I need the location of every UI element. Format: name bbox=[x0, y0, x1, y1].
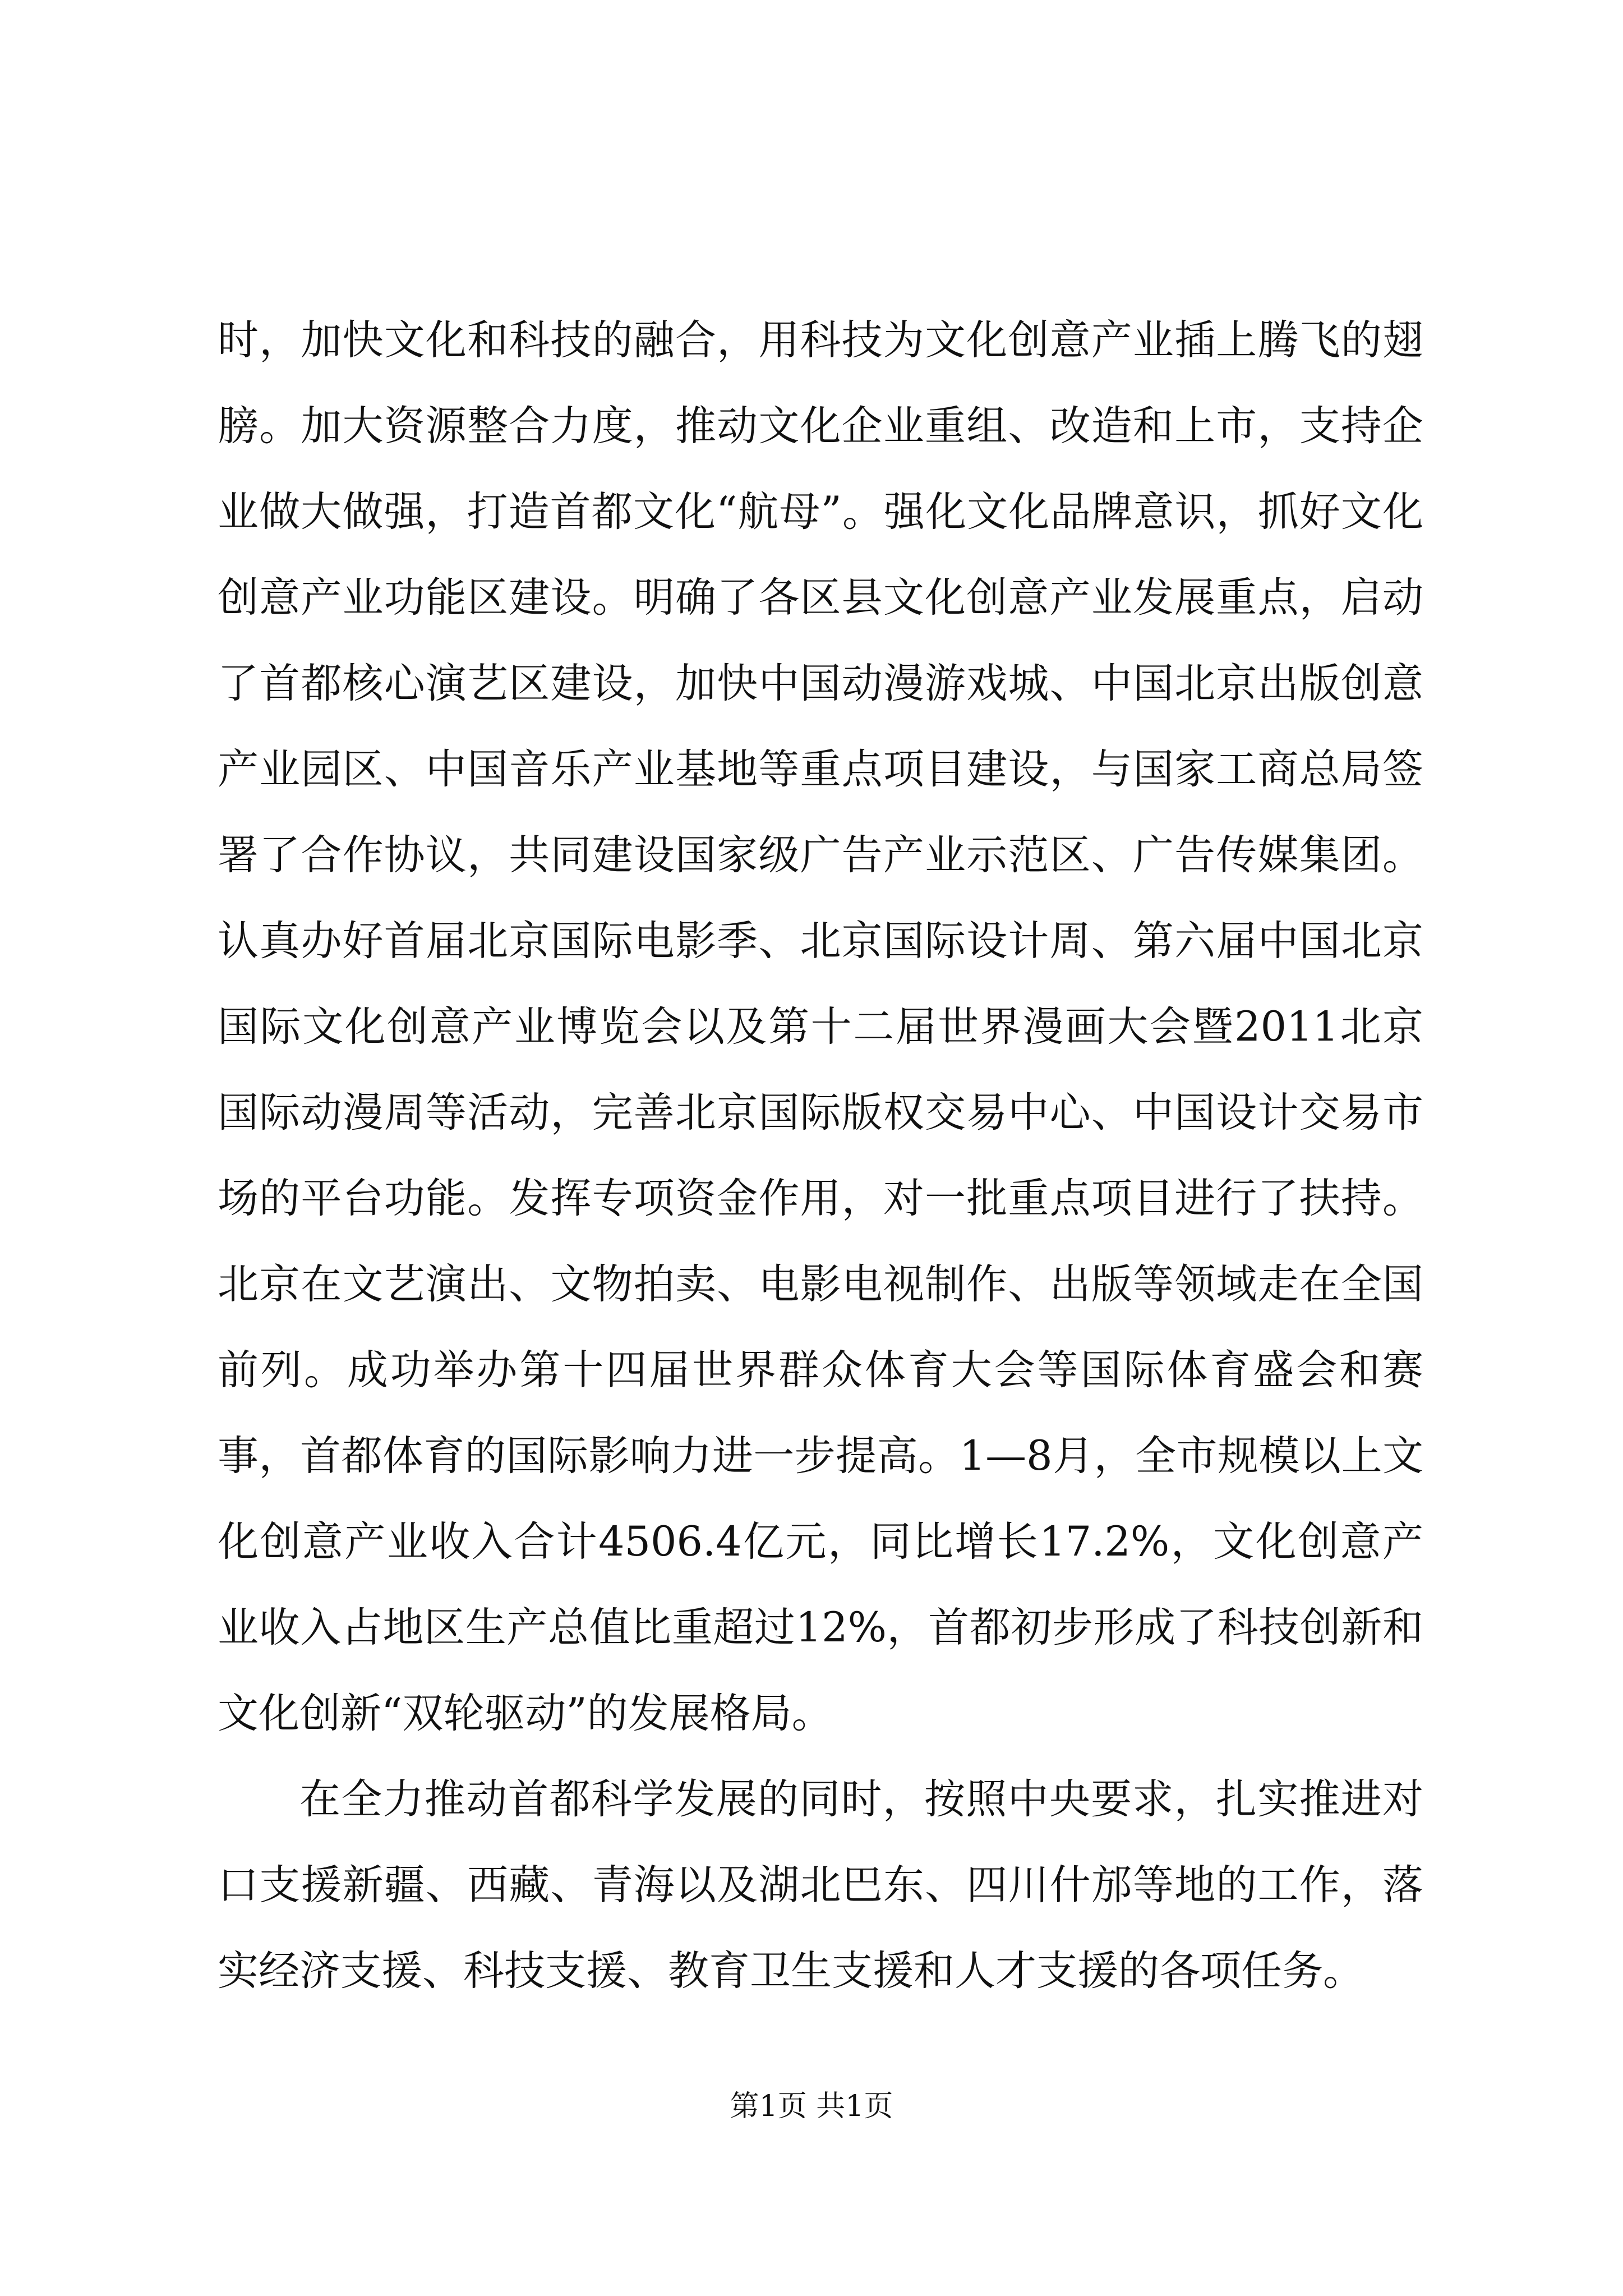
paragraph-culture-industry: 时，加快文化和科技的融合，用科技为文化创意产业插上腾飞的翅膀。加大资源整合力度，推动文化企业重组、改造和上市，支持企业做大做强，打造首都文化“航母”。强化文化品牌意识，抓好文化创意产业功能区建设。明确了各区县文化创意产业发展重点，启动了首都核心演艺区建设，加快中国动漫游戏城、中国北京出版创意产业园区、中国音乐产业基地等重点项目建设，与国家工商总局签署了合作协议，共同建设国家级广告产业示范区、广告传媒集团。认真办好首届北京国际电影季、北京国际设计周、第六届中国北京国际文化创意产业博览会以及第十二届世界漫画大会暨2011北京国际动漫周等活动，完善北京国际版权交易中心、中国设计交易市场的平台功能。发挥专项资金作用，对一批重点项目进行了扶持。北京在文艺演出、文物拍卖、电影电视制作、出版等领域走在全国前列。成功举办第十四届世界群众体育大会等国际体育盛会和赛事，首都体育的国际影响力进一步提高。1—8月，全市规模以上文化创意产业收入合计4506.4亿元，同比增长17.2%，文化创意产业收入占地区生产总值比重超过12%，首都初步形成了科技创新和文化创新“双轮驱动”的发展格局。 bbox=[218, 316, 1423, 1737]
page-footer: 第1页 共1页 bbox=[730, 2090, 893, 2123]
paragraph-paired-assistance: 在全力推动首都科学发展的同时，按照中央要求，扎实推进对口支援新疆、西藏、青海以及湖北巴东、四川什邡等地的工作，落实经济支援、科技支援、教育卫生支援和人才支援的各项任务。 bbox=[218, 1775, 1423, 1995]
document-body bbox=[218, 297, 1423, 2014]
